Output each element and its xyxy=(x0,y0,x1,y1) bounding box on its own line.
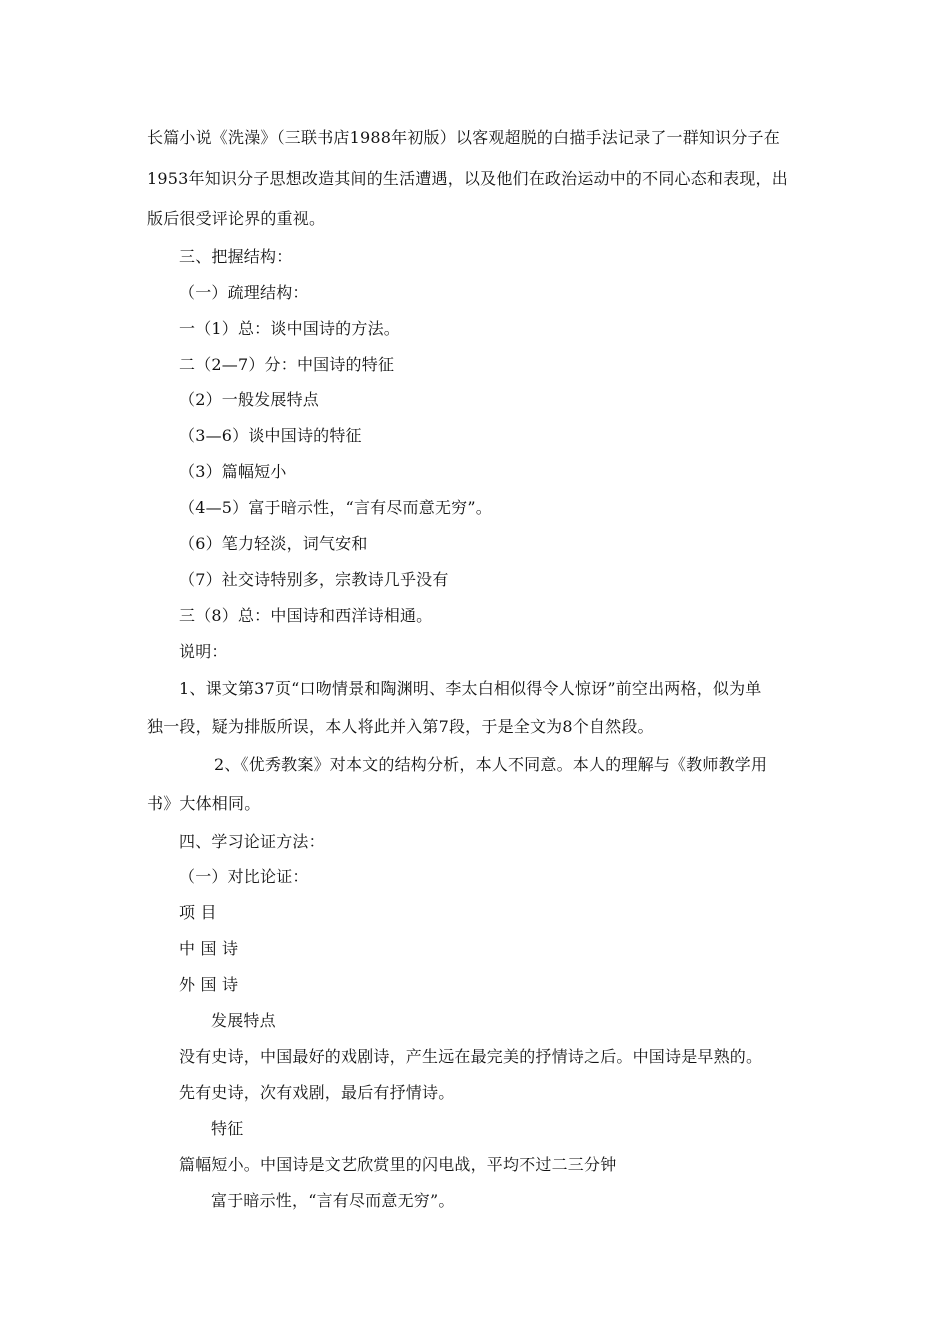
note-heading: 说明： xyxy=(179,642,228,661)
comparison-subheading: （一）对比论证： xyxy=(179,867,309,886)
note-2-line-2: 书》大体相同。 xyxy=(147,794,261,813)
note-2-line-1: 2、《优秀教案》对本文的结构分析，本人不同意。本人的理解与《教师教学用 xyxy=(214,755,768,774)
structure-item: （4—5）富于暗示性，“言有尽而意无穷”。 xyxy=(179,498,492,517)
table-cell-china-features: 篇幅短小。中国诗是文艺欣赏里的闪电战，平均不过二三分钟 xyxy=(179,1155,617,1174)
section-4-heading: 四、学习论证方法： xyxy=(179,832,325,851)
table-header-item: 项 目 xyxy=(179,903,217,922)
paragraph-1-line-1: 长篇小说《洗澡》（三联书店1988年初版）以客观超脱的白描手法记录了一群知识分子在 xyxy=(147,128,780,147)
table-cell-china-features-sub: 富于暗示性，“言有尽而意无穷”。 xyxy=(211,1191,455,1210)
structure-item: 一（1）总：谈中国诗的方法。 xyxy=(179,319,400,338)
table-header-foreign: 外 国 诗 xyxy=(179,975,239,994)
note-1-line-1: 1、课文第37页“口吻情景和陶渊明、李太白相似得令人惊讶”前空出两格，似为单 xyxy=(179,679,762,698)
structure-item: （2）一般发展特点 xyxy=(179,390,319,409)
structure-subheading: （一）疏理结构： xyxy=(179,283,309,302)
table-cell-china-development: 没有史诗，中国最好的戏剧诗，产生远在最完美的抒情诗之后。中国诗是早熟的。 xyxy=(179,1047,763,1066)
structure-item: 三（8）总：中国诗和西洋诗相通。 xyxy=(179,606,433,625)
table-header-china: 中 国 诗 xyxy=(179,939,239,958)
table-row-label-features: 特征 xyxy=(211,1119,244,1138)
structure-item: （6）笔力轻淡，词气安和 xyxy=(179,534,368,553)
structure-item: （3）篇幅短小 xyxy=(179,462,287,481)
table-cell-foreign-development: 先有史诗，次有戏剧，最后有抒情诗。 xyxy=(179,1083,455,1102)
section-3-heading: 三、把握结构： xyxy=(179,247,293,266)
paragraph-1-line-3: 版后很受评论界的重视。 xyxy=(147,209,326,228)
structure-item: （7）社交诗特别多，宗教诗几乎没有 xyxy=(179,570,449,589)
paragraph-1-line-2: 1953年知识分子思想改造其间的生活遭遇，以及他们在政治运动中的不同心态和表现，出 xyxy=(147,169,788,188)
structure-item: 二（2—7）分：中国诗的特征 xyxy=(179,355,395,374)
structure-item: （3—6）谈中国诗的特征 xyxy=(179,426,362,445)
note-1-line-2: 独一段，疑为排版所误，本人将此并入第7段，于是全文为8个自然段。 xyxy=(147,717,654,736)
table-row-label-development: 发展特点 xyxy=(211,1011,276,1030)
